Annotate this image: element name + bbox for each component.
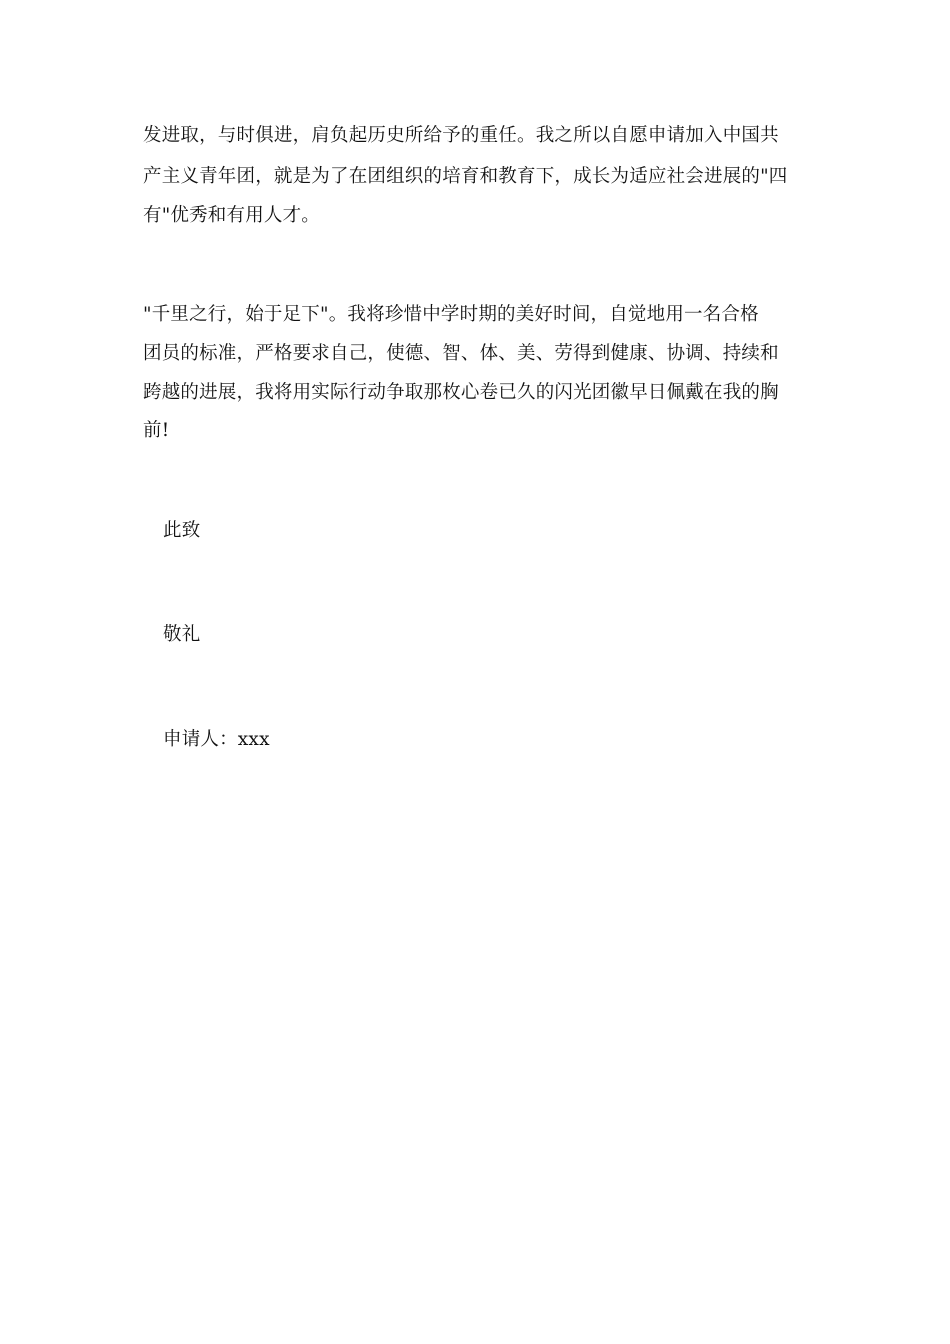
paragraph1-line2: 产主义青年团，就是为了在团组织的培育和教育下，成长为适应社会进展的"四 — [143, 166, 788, 187]
paragraph2-line4: 前! — [143, 420, 170, 441]
paragraph2-line1: "千里之行，始于足下"。我将珍惜中学时期的美好时间，自觉地用一名合格 — [143, 304, 759, 325]
paragraph1-line1: 发进取，与时俱进，肩负起历史所给予的重任。我之所以自愿申请加入中国共 — [143, 125, 779, 146]
regards: 敬礼 — [163, 624, 201, 645]
paragraph2-line3: 跨越的进展，我将用实际行动争取那枚心卷已久的闪光团徽早日佩戴在我的胸 — [143, 382, 779, 403]
paragraph1-line3: 有"优秀和有用人才。 — [143, 205, 321, 226]
salutation: 此致 — [163, 520, 201, 541]
signature: 申请人：xxx — [163, 729, 270, 750]
paragraph2-line2: 团员的标准，严格要求自己，使德、智、体、美、劳得到健康、协调、持续和 — [143, 343, 779, 364]
